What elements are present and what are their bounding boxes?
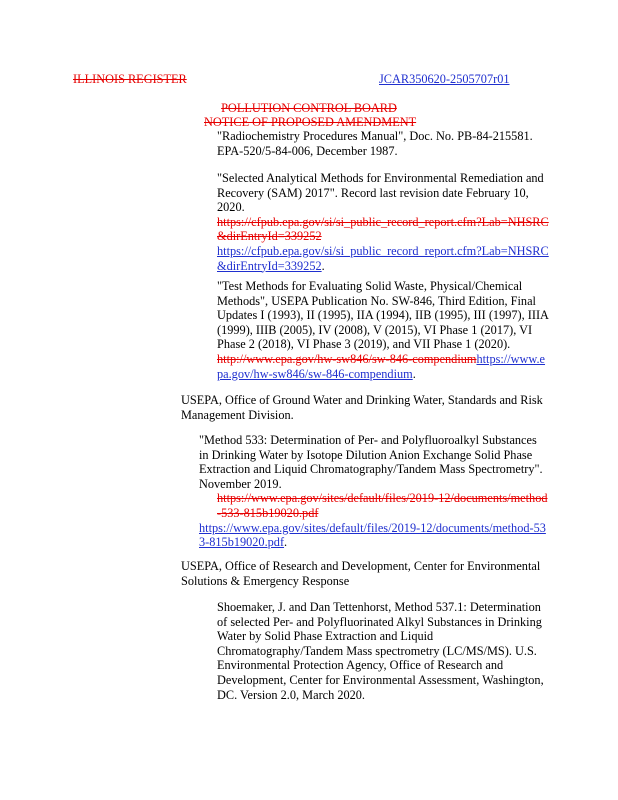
- org-water-heading: [181, 393, 543, 422]
- org-line: Management Division.: [181, 407, 294, 422]
- sw846-url-link[interactable]: pa.gov/hw-sw846/sw-846-compendium: [217, 366, 413, 381]
- board-title-deleted: POLLUTION CONTROL BOARD: [221, 101, 397, 115]
- sw846-url-link[interactable]: https://www.e: [476, 351, 546, 366]
- reference-line: "Method 533: Determination of Per- and Polyfluoroalkyl Substances: [199, 433, 537, 447]
- reference-line: Recovery (SAM) 2017". Record last revision date February 10,: [217, 185, 529, 200]
- reference-line: "Selected Analytical Methods for Environmental Remediation and: [217, 171, 544, 185]
- org-research-heading: [181, 559, 540, 588]
- method533-reference: [199, 433, 599, 550]
- deleted-url-line: -533-815b19020.pdf: [217, 505, 319, 520]
- reference-line: Shoemaker, J. and Dan Tettenhorst, Method 537.1: Determination: [217, 600, 541, 614]
- reference-line: November 2019.: [199, 476, 282, 491]
- org-line: Solutions & Emergency Response: [181, 573, 350, 588]
- deleted-url-line: &dirEntryId=339252: [217, 229, 322, 244]
- deleted-url-line: https://www.epa.gov/sites/default/files/2019-12/documents/method: [217, 491, 548, 506]
- sam-url-link[interactable]: https://cfpub.epa.gov/si/si_public_record_report.cfm?Lab=NHSRC: [217, 243, 549, 258]
- radiochem-reference: [217, 129, 533, 158]
- reference-line: DC. Version 2.0, March 2020.: [217, 687, 366, 702]
- reference-line: (1999), IIIB (2005), IV (2008), V (2015), VI Phase 1 (2017), VI: [217, 322, 533, 337]
- reference-line: in Drinking Water by Isotope Dilution Anion Exchange Solid Phase: [199, 447, 533, 462]
- deleted-url-line: https://cfpub.epa.gov/si/si_public_record_report.cfm?Lab=NHSRC: [217, 214, 549, 229]
- org-line: USEPA, Office of Research and Development, Center for Environmental: [181, 559, 541, 573]
- org-line: USEPA, Office of Ground Water and Drinking Water, Standards and Risk: [181, 393, 543, 407]
- reference-line: Updates I (1993), II (1995), IIA (1994), IIB (1995), III (1997), IIIA: [217, 308, 549, 323]
- period: .: [412, 366, 416, 381]
- reference-line: "Radiochemistry Procedures Manual", Doc. No. PB-84-215581.: [217, 129, 533, 143]
- reference-line: 2020.: [217, 200, 245, 215]
- reference-line: Methods", USEPA Publication No. SW-846, Third Edition, Final: [217, 293, 536, 308]
- reference-line: Water by Solid Phase Extraction and Liquid: [217, 629, 434, 644]
- period: .: [284, 535, 288, 550]
- reference-line: of selected Per- and Polyfluorinated Alkyl Substances in Drinking: [217, 614, 542, 629]
- reference-line: Phase 2 (2018), VI Phase 3 (2019), and VII Phase 1 (2020).: [217, 337, 511, 352]
- method533-url-link[interactable]: https://www.epa.gov/sites/default/files/2019-12/documents/method-53: [199, 520, 546, 535]
- jcar-header-inserted: JCAR350620-2505707r01: [379, 72, 510, 86]
- reference-line: Chromatography/Tandem Mass spectrometry (LC/MS/MS). U.S.: [217, 643, 537, 658]
- deleted-url: http://www.epa.gov/hw-sw846/sw-846-compendium: [217, 351, 477, 366]
- method537-reference: [217, 600, 544, 702]
- reference-line: Extraction and Liquid Chromatography/Tandem Mass Spectrometry".: [199, 462, 543, 477]
- notice-title-deleted: NOTICE OF PROPOSED AMENDMENT: [204, 115, 417, 129]
- sw846-reference: [217, 279, 549, 381]
- period: .: [321, 258, 325, 273]
- method533-url-link[interactable]: 3-815b19020.pdf: [199, 535, 285, 550]
- reference-line: Development, Center for Environmental Assessment, Washington,: [217, 672, 544, 687]
- reference-line: Environmental Protection Agency, Office of Research and: [217, 658, 504, 673]
- sam-url-link[interactable]: &dirEntryId=339252: [217, 258, 322, 273]
- reference-line: "Test Methods for Evaluating Solid Waste, Physical/Chemical: [217, 279, 523, 293]
- sam-reference: [217, 171, 549, 273]
- reference-line: EPA-520/5-84-006, December 1987.: [217, 143, 398, 158]
- register-header-deleted: ILLINOIS REGISTER: [73, 72, 187, 86]
